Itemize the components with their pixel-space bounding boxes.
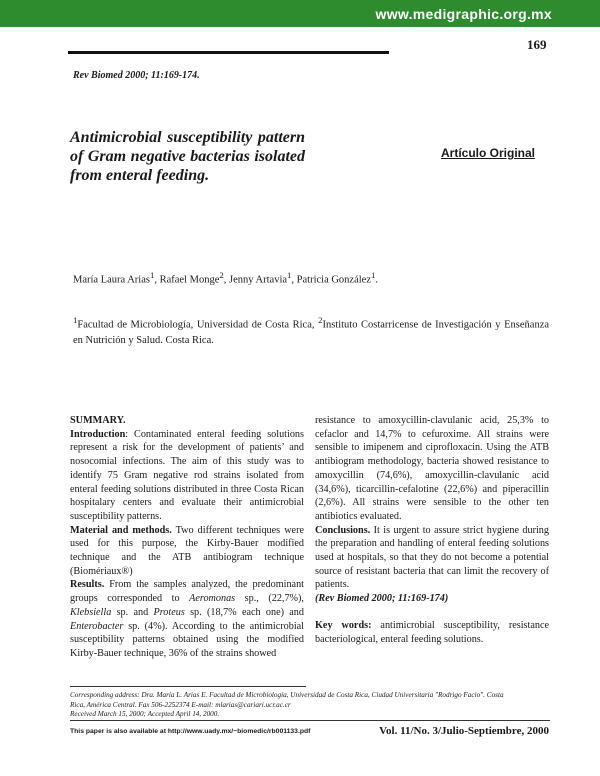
results-text: sp. (18,7% each one) and xyxy=(184,606,304,618)
author-list xyxy=(73,270,378,286)
author-affiliation-mark: 2 xyxy=(219,270,224,280)
results-paragraph-continued xyxy=(315,414,549,524)
site-url[interactable]: www.medigraphic.org.mx xyxy=(375,6,552,22)
organism-name: Klebsiella xyxy=(70,606,112,618)
section-label: Artículo Original xyxy=(441,146,536,160)
affiliation-mark: 1 xyxy=(73,315,78,325)
keywords-paragraph xyxy=(315,619,549,646)
results-label: Results. xyxy=(70,579,105,591)
author-name: Patricia González xyxy=(296,274,371,286)
affiliations xyxy=(73,313,549,348)
conclusions-text: It is urgent to assure strict hygiene during the preparation and handling of enteral feeding solutions used at hospitals, so that they do not become a potential source of resistant bacteria that can limit the recovery of patients. xyxy=(315,524,549,591)
page-number: 169 xyxy=(527,37,547,52)
keywords-text: antimicrobial susceptibility, resistance bacteriological, enteral feeding solutions. xyxy=(315,619,549,645)
results-text: sp. (4%). According to the antimicrobial susceptibility patterns obtained using the modified Kirby-Bauer technique, 36% of the strains showed xyxy=(70,620,304,659)
corresponding-contact: Rica, América Central. Fax 506-2252374 E-mail: mlarias@cariari.ucr.ac.cr xyxy=(70,700,291,709)
results-text: From the samples analyzed, the predominant groups corresponded to xyxy=(70,579,304,605)
availability-note[interactable]: This paper is also available at http://www.uady.mx/~biomedic/rb001133.pdf xyxy=(70,728,311,735)
methods-paragraph xyxy=(70,524,304,579)
footer-rule xyxy=(70,720,550,721)
footnote-rule xyxy=(70,686,306,687)
methods-label: Material and methods. xyxy=(70,524,172,536)
introduction-paragraph xyxy=(70,428,304,524)
introduction-text: : Contaminated enteral feeding solutions represent a risk for the development of patients’ and nosocomial infections. The aim of this study was to identify 75 Gram negative rod strains isolated from enteral feeding solutions distributed in three Costa Rican hospitalary centers and evaluate their antimicrobial susceptibility patterns. xyxy=(70,428,304,522)
summary-column-left xyxy=(70,414,304,661)
journal-citation: Rev Biomed 2000; 11:169-174. xyxy=(73,70,200,81)
author-affiliation-mark: 1 xyxy=(371,270,376,280)
results-paragraph xyxy=(70,578,304,660)
affiliation-text: Facultad de Microbiología, Universidad de Costa Rica, xyxy=(77,319,319,331)
author-separator: . xyxy=(375,274,378,286)
header-rule xyxy=(68,51,389,54)
results-text: sp. and xyxy=(111,606,154,618)
author-name: María Laura Arias xyxy=(73,274,150,286)
results-text: sp., (22,7%), xyxy=(235,593,304,605)
author-affiliation-mark: 1 xyxy=(287,270,292,280)
organism-name: Enterobacter xyxy=(70,620,124,632)
article-title: Antimicrobial susceptibility pattern of Gram negative bacterias isolated from enteral feeding. xyxy=(70,129,305,184)
summary-citation: (Rev Biomed 2000; 11:169-174) xyxy=(315,593,449,605)
summary-column-right xyxy=(315,414,549,646)
author-name: Jenny Artavia xyxy=(229,274,288,286)
organism-name: Aeromonas xyxy=(189,593,236,605)
organism-name: Proteus xyxy=(153,606,185,618)
conclusions-label: Conclusions. xyxy=(315,524,371,536)
conclusions-paragraph xyxy=(315,524,549,593)
site-banner xyxy=(0,0,600,27)
keywords-label: Key words: xyxy=(315,619,372,631)
author-separator: , xyxy=(223,274,229,286)
footnote xyxy=(70,691,550,720)
results-text: resistance to amoxycillin-clavulanic acid, 25,3% to cefaclor and 14,7% to cefuroxime. All strains were sensible to imipenem and ciprofloxacin. Using the ATB antibiogram methodology, bacteria showed resistance to amoxycillin (74,6%), amoxycillin-clavulanic acid (34,6%), ticarcillin-cefalotine (22,6%) and piperacillin (2,6%). All strains were sensible to the other ten antibiotics evaluated. xyxy=(315,415,549,522)
volume-info: Vol. 11/No. 3/Julio-Septiembre, 2000 xyxy=(379,725,549,737)
corresponding-address: Corresponding address: Dra. María L. Arias E. Facultad de Microbiología, Universidad de Costa Rica, Ciudad Universitaria "Rodrigo Facio". Costa xyxy=(70,691,504,699)
affiliation-text: Instituto Costarricense de Investigación y Enseñanza en Nutrición y Salud. Costa Rica. xyxy=(73,319,550,346)
author-affiliation-mark: 1 xyxy=(149,270,155,280)
author-separator: , xyxy=(291,274,297,286)
received-dates: Received March 15, 2000; Accepted April 14, 2000. xyxy=(70,710,220,718)
introduction-label: Introduction xyxy=(70,428,126,440)
summary-heading: SUMMARY. xyxy=(70,415,126,426)
methods-text: Two different techniques were used for this purpose, the Kirby-Bauer modified technique and the ATB antibiogram technique (Biomériaux®) xyxy=(70,524,304,577)
affiliation-mark: 2 xyxy=(318,315,323,325)
author-name: Rafael Monge xyxy=(159,274,220,286)
author-separator: , xyxy=(154,274,160,286)
